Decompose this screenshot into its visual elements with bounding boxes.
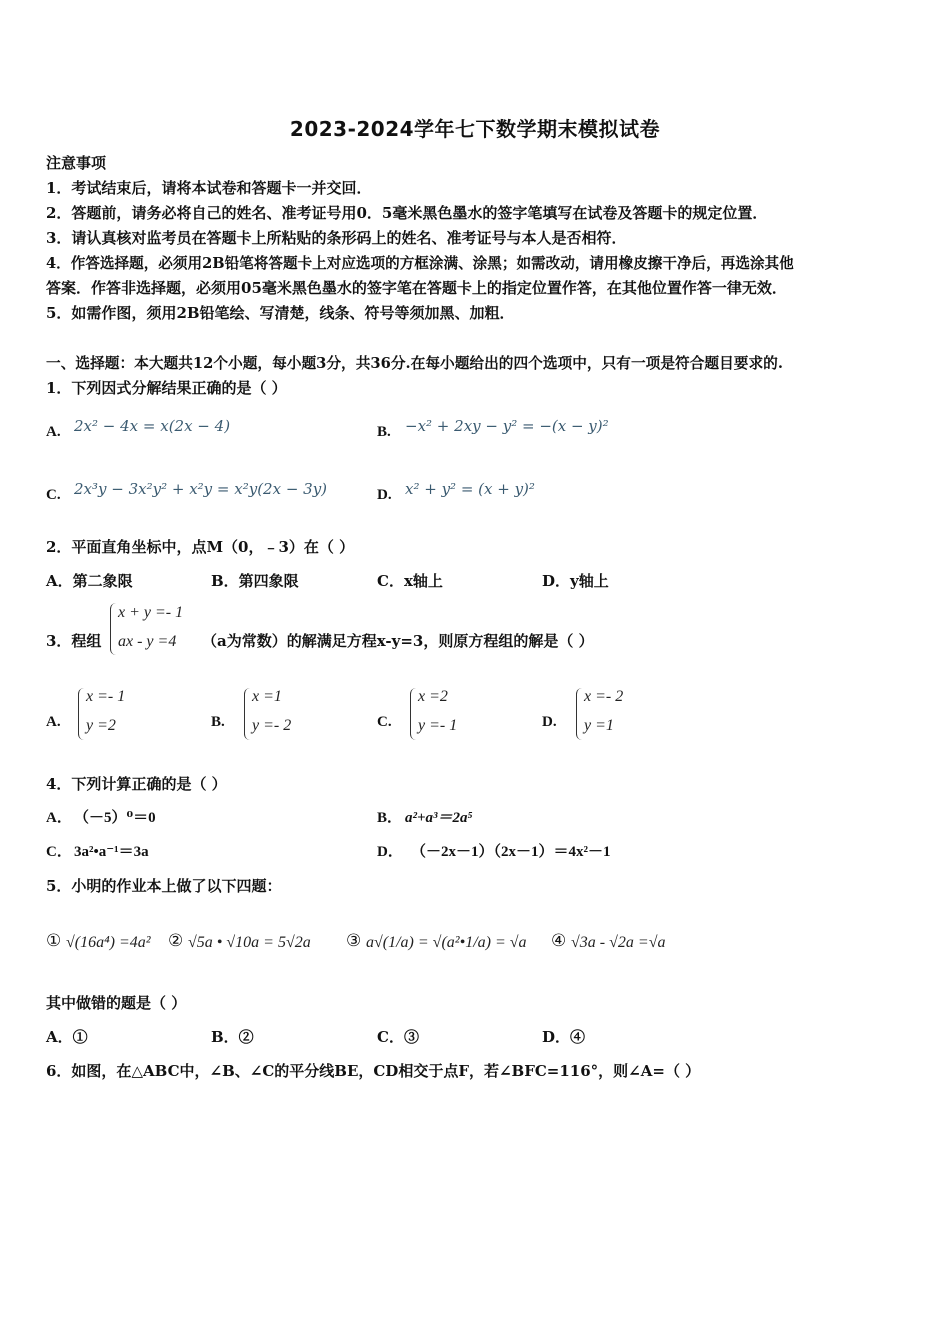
q5-expr-2: √5a • √10a = 5√2a	[188, 934, 311, 951]
q3-d-brace	[576, 688, 583, 740]
q4-option-a: （－5）⁰＝0	[74, 810, 156, 826]
q3-option-b-line1: x =1	[252, 688, 282, 705]
q3-option-b-line2: y =- 2	[252, 717, 292, 734]
q4-label-c: C．	[46, 844, 72, 860]
q5-expr-1: √(16a⁴) =4a²	[66, 934, 151, 951]
q3-system-brace	[110, 603, 117, 655]
q3-b-brace	[244, 688, 251, 740]
q3-eq2: ax - y =4	[118, 633, 177, 650]
notice-heading: 注意事项	[46, 154, 107, 172]
q3-c-brace	[410, 688, 417, 740]
q5-expr-3: a√(1/a) = √(a²•1/a) = √a	[366, 934, 527, 951]
q3-option-d-line2: y =1	[584, 717, 614, 734]
q1-label-b: B.	[377, 424, 391, 440]
q1-stem: 1．下列因式分解结果正确的是（ ）	[46, 379, 287, 397]
q5-stem: 5．小明的作业本上做了以下四题：	[46, 877, 282, 895]
q2-option-d: D．y轴上	[542, 572, 609, 590]
q3-option-c-line2: y =- 1	[418, 717, 458, 734]
q5-item-4-marker: ④	[551, 931, 567, 951]
q3-option-a-line2: y =2	[86, 717, 116, 734]
q1-label-a: A.	[46, 424, 61, 440]
q1-option-a: 2x² − 4x = x(2x − 4)	[74, 417, 231, 435]
q1-label-c: C.	[46, 487, 61, 503]
q1-option-c: 2x³y − 3x²y² + x²y = x²y(2x − 3y)	[74, 480, 328, 498]
q3-option-c-line1: x =2	[418, 688, 448, 705]
q2-option-b: B．第四象限	[211, 572, 299, 590]
q2-option-c: C．x轴上	[377, 572, 443, 590]
q5-item-1-marker: ①	[46, 931, 62, 951]
q5-item-3-marker: ③	[346, 931, 362, 951]
q5-option-c: C．③	[377, 1028, 419, 1046]
q4-option-d: （－2x－1）（2x－1）＝4x²－1	[411, 844, 611, 860]
q5-option-a: A．①	[46, 1028, 88, 1046]
q1-option-d: x² + y² = (x + y)²	[405, 480, 535, 498]
q3-stem-suffix: （a为常数）的解满足方程x-y=3，则原方程组的解是（ ）	[202, 632, 594, 650]
q3-label-b: B.	[211, 714, 225, 730]
q4-label-b: B．	[377, 810, 403, 826]
q4-label-d: D．	[377, 844, 403, 860]
section-heading: 一、选择题：本大题共12个小题，每小题3分，共36分.在每小题给出的四个选项中，只有一项是符合题目要求的.	[46, 355, 783, 372]
q4-label-a: A．	[46, 810, 72, 826]
q1-label-d: D.	[377, 487, 392, 503]
q3-label-d: D.	[542, 714, 557, 730]
q5-question: 其中做错的题是（ ）	[46, 994, 187, 1012]
q5-option-b: B．②	[211, 1028, 254, 1046]
page-title: 2023-2024学年七下数学期末模拟试卷	[289, 117, 661, 141]
notice-line: 答案．作答非选择题，必须用05毫米黑色墨水的签字笔在答题卡上的指定位置作答，在其他位置作答一律无效．	[46, 279, 787, 297]
notice-line: 3．请认真核对监考员在答题卡上所粘贴的条形码上的姓名、准考证号与本人是否相符．	[46, 229, 627, 247]
notice-line: 4．作答选择题，必须用2B铅笔将答题卡上对应选项的方框涂满、涂黑；如需改动，请用橡皮擦干净后，再选涂其他	[46, 255, 794, 272]
q3-option-a-line1: x =- 1	[86, 688, 126, 705]
q4-option-c: 3a²•a⁻¹＝3a	[74, 844, 149, 860]
q3-label-a: A.	[46, 714, 61, 730]
q3-stem-prefix: 3．程组	[46, 632, 102, 650]
q3-eq1: x + y =- 1	[118, 604, 184, 621]
q2-option-a: A．第二象限	[46, 572, 133, 590]
q3-a-brace	[78, 688, 85, 740]
q4-stem: 4．下列计算正确的是（ ）	[46, 775, 227, 793]
notice-line: 2．答题前，请务必将自己的姓名、准考证号用0．5毫米黑色墨水的签字笔填写在试卷及答题卡的规定位置．	[46, 204, 768, 222]
q4-option-b: a²+a³＝2a⁵	[405, 810, 473, 826]
q2-stem: 2．平面直角坐标中，点M（0，﹣3）在（ ）	[46, 538, 355, 556]
q5-option-d: D．④	[542, 1028, 586, 1046]
q3-option-d-line1: x =- 2	[584, 688, 624, 705]
q5-item-2-marker: ②	[168, 931, 184, 951]
notice-line: 5．如需作图，须用2B铅笔绘、写清楚，线条、符号等须加黑、加粗．	[46, 304, 515, 322]
notice-line: 1．考试结束后，请将本试卷和答题卡一并交回．	[46, 179, 372, 197]
q6-stem: 6．如图，在△ABC中，∠B、∠C的平分线BE，CD相交于点F，若∠BFC=116°，则∠A=（ ）	[46, 1062, 701, 1080]
q5-expr-4: √3a - √2a =√a	[571, 934, 666, 951]
q3-label-c: C.	[377, 714, 392, 730]
q1-option-b: −x² + 2xy − y² = −(x − y)²	[405, 417, 609, 435]
